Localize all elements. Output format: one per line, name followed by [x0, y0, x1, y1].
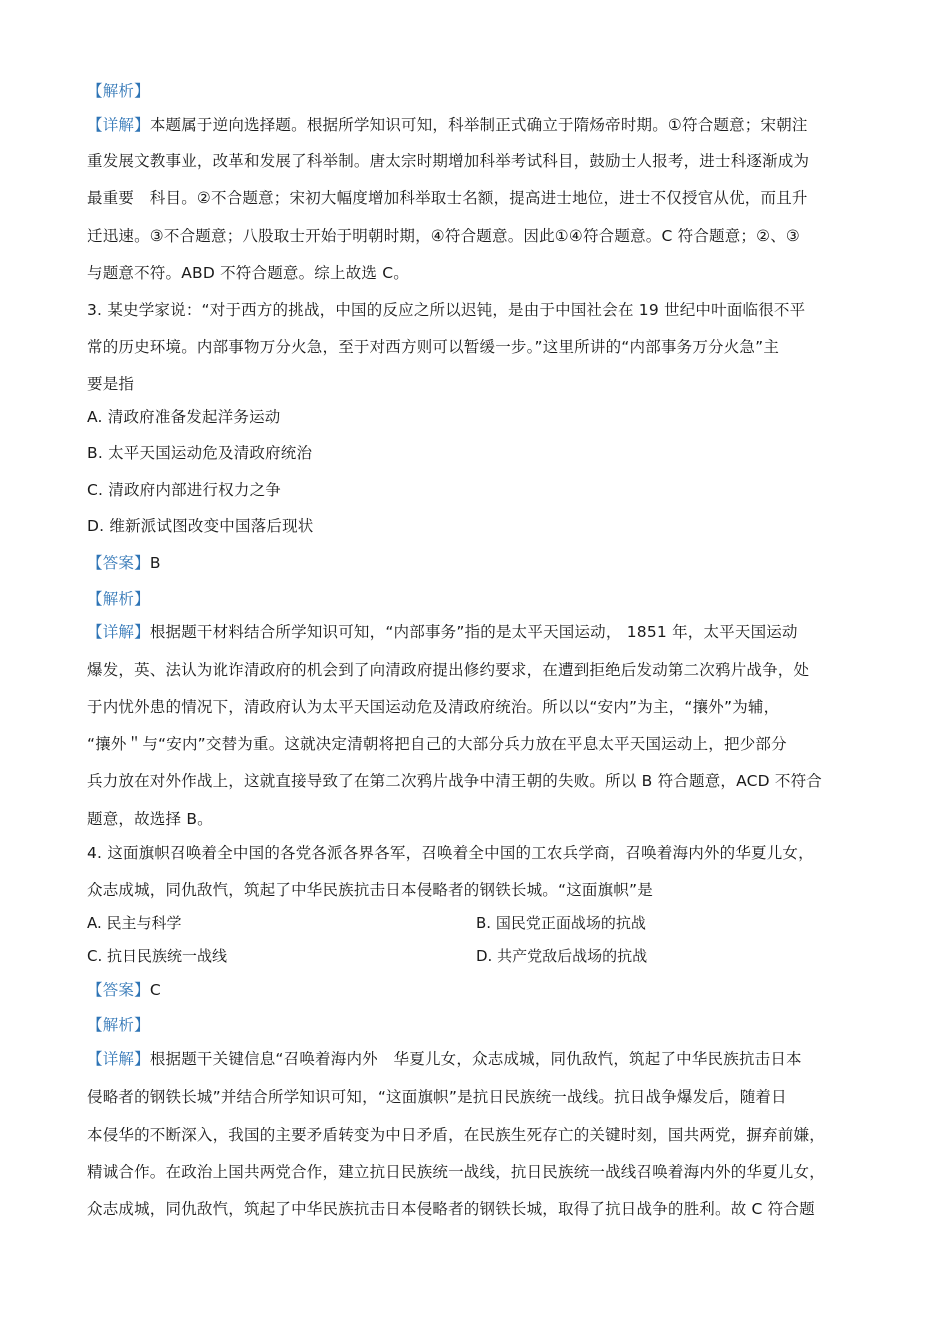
question-stem: 4. 这面旗帜召唤着全中国的各党各派各界各军，召唤着全中国的工农兵学商，召唤着海内外的华夏儿女， [87, 844, 814, 862]
detail-line: 题意，故选择 B。 [87, 810, 213, 828]
detail-line: “攘外＂与“安内”交替为重。这就决定清朝将把自己的大部分兵力放在平息太平天国运动上，把少部分 [87, 735, 787, 753]
analysis-tag: 【解析】 [87, 590, 150, 608]
detail-tag: 【详解】 [87, 116, 150, 134]
detail-line: 爆发，英、法认为讹诈清政府的机会到了向清政府提出修约要求，在遭到拒绝后发动第二次鸦片战争，处 [87, 661, 810, 679]
question-stem: 3. 某史学家说：“对于西方的挑战，中国的反应之所以迟钝，是由于中国社会在 19 世纪中叶面临很不平 [87, 301, 806, 319]
detail-tag: 【详解】 [87, 1050, 150, 1068]
detail-line: 精诚合作。在政治上国共两党合作，建立抗日民族统一战线，抗日民族统一战线召唤着海内外的华夏儿女， [87, 1163, 825, 1181]
option-b: B. 国民党正面战场的抗战 [476, 914, 646, 932]
detail-line: 最重要 科目。②不合题意；宋初大幅度增加科举取士名额，提高进士地位，进士不仅授官从优，而且升 [87, 189, 808, 207]
detail-line: 与题意不符。ABD 不符合题意。综上故选 C。 [87, 264, 409, 282]
option-c: C. 清政府内部进行权力之争 [87, 481, 281, 499]
option-b: B. 太平天国运动危及清政府统治 [87, 444, 313, 462]
answer-line [87, 980, 877, 1000]
option-a: A. 清政府准备发起洋务运动 [87, 408, 281, 426]
detail-line: 侵略者的钢铁长城”并结合所学知识可知，“这面旗帜”是抗日民族统一战线。抗日战争爆发后，随着日 [87, 1088, 787, 1106]
detail-line: 本侵华的不断深入，我国的主要矛盾转变为中日矛盾，在民族生死存亡的关键时刻，国共两党，摒弃前嫌， [87, 1126, 825, 1144]
answer-tag: 【答案】 [87, 554, 150, 572]
detail-line: 【详解】本题属于逆向选择题。根据所学知识可知，科举制正式确立于隋炀帝时期。①符合题意；宋朝注 [87, 116, 808, 134]
question-stem: 要是指 [87, 375, 135, 393]
analysis-tag: 【解析】 [87, 82, 150, 100]
answer-tag: 【答案】 [87, 981, 150, 999]
question-stem: 众志成城，同仇敌忾，筑起了中华民族抗击日本侵略者的钢铁长城。“这面旗帜”是 [87, 881, 653, 899]
option-c: C. 抗日民族统一战线 [87, 947, 228, 965]
option-d: D. 共产党敌后战场的抗战 [476, 947, 648, 965]
detail-line: 迁迅速。③不合题意；八股取士开始于明朝时期，④符合题意。因此①④符合题意。C 符合题意；②、③ [87, 227, 801, 245]
detail-tag: 【详解】 [87, 623, 150, 641]
question-stem: 常的历史环境。内部事物万分火急，至于对西方则可以暂缓一步。”这里所讲的“内部事务万分火急”主 [87, 338, 780, 356]
option-d: D. 维新派试图改变中国落后现状 [87, 517, 314, 535]
detail-line: 重发展文教事业，改革和发展了科举制。唐太宗时期增加科举考试科目，鼓励士人报考，进士科逐渐成为 [87, 152, 810, 170]
detail-line: 于内忧外患的情况下，清政府认为太平天国运动危及清政府统治。所以以“安内”为主，“攘外”为辅， [87, 698, 780, 716]
detail-line: 众志成城，同仇敌忾，筑起了中华民族抗击日本侵略者的钢铁长城，取得了抗日战争的胜利。故 C 符合题 [87, 1200, 815, 1218]
detail-line: 【详解】根据题干关键信息“召唤着海内外 华夏儿女，众志成城，同仇敌忾，筑起了中华民族抗击日本 [87, 1050, 802, 1068]
answer-value: B [149, 554, 161, 572]
answer-value: C [149, 981, 161, 999]
detail-line: 【详解】根据题干材料结合所学知识可知，“内部事务”指的是太平天国运动， 1851 年，太平天国运动 [87, 623, 798, 641]
detail-line: 兵力放在对外作战上，这就直接导致了在第二次鸦片战争中清王朝的失败。所以 B 符合题意，ACD 不符合 [87, 772, 823, 790]
analysis-tag: 【解析】 [87, 1016, 150, 1034]
option-a: A. 民主与科学 [87, 914, 182, 932]
answer-line [87, 553, 877, 573]
